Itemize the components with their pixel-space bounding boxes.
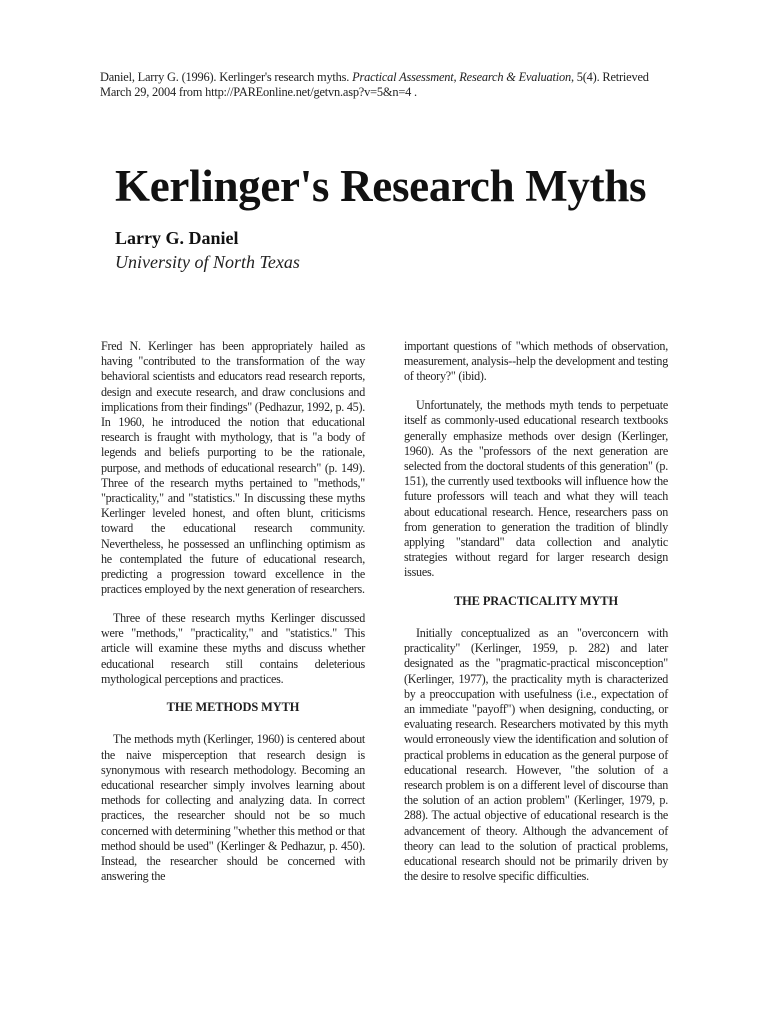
paragraph: The methods myth (Kerlinger, 1960) is centered about the naive misperception that research design is synonymous with research methodology. Becoming an educational researcher simply involves learning about methods for collecting and analyzing data. In correct practices, the researcher should not be so much concerned with determining "whether this method or that method should be used" (Kerlinger & Pedhazur, p. 450). Instead, the researcher should be concerned with answering the [101,732,365,884]
author-name: Larry G. Daniel [115,228,239,248]
paragraph: Initially conceptualized as an "overconcern with practicality" (Kerlinger, 1959, p. 282) and later designated as the "pragmatic-practical misconception" (Kerlinger, 1977), the practicality myth is characterized by a preoccupation with usefulness (i.e., expectation of an immediate "payoff") when designing, conducting, or evaluating research. Researchers motivated by this myth would erroneously view the identification and solution of practical problems in education as the general purpose of educational research. However, "the solution of a research problem is on a different level of discourse than the solution of an action problem" (Kerlinger, 1979, p. 288). The actual objective of educational research is the advancement of theory. Although the advancement of theory can lead to the solution of practical problems, educational research should not be primarily driven by the desire to resolve specific difficulties. [404,626,668,884]
section-heading-practicality-myth: THE PRACTICALITY MYTH [453,594,619,609]
left-column [101,339,365,898]
paragraph: Fred N. Kerlinger has been appropriately hailed as having "contributed to the transformation of the way behavioral scientists and educators read research reports, design and execute research, and draw conclusions and implications from their findings" (Pedhazur, 1992, p. 45). In 1960, he introduced the notion that educational research is fraught with mythology, that is "a body of legends and beliefs purporting to be the rationale, purpose, and methods of educational research" (p. 149). Three of the research myths pertained to "methods," "practicality," and "statistics." In discussing these myths Kerlinger leveled honest, and often blunt, criticisms toward the educational research community. Nevertheless, he possessed an unflinching optimism as he contemplated the future of educational research, predicting a progression toward excellence in the practices employed by the next generation of researchers. [101,339,365,597]
author-affiliation: University of North Texas [115,252,300,272]
right-column [404,339,668,898]
paragraph: important questions of "which methods of observation, measurement, analysis--help the development and testing of theory?" (ibid). [404,339,668,384]
citation-text: Daniel, Larry G. (1996). Kerlinger's research myths. [100,70,353,84]
citation [100,70,668,100]
paragraph: Three of these research myths Kerlinger discussed were "methods," "practicality," and "statistics." This article will examine these myths and discuss whether educational research still contains deleterious mythological perceptions and practices. [101,610,365,686]
article-title: Kerlinger's Research Myths [115,161,647,211]
section-heading-methods-myth: THE METHODS MYTH [166,700,300,715]
paragraph: Unfortunately, the methods myth tends to perpetuate itself as commonly-used educational research textbooks generally emphasize methods over design (Kerlinger, 1960). As the "professors of the next generation are selected from the doctoral students of this generation" (p. 151), the currently used textbooks will influence how the future professors will teach and what they will teach about educational research. Hence, researchers pass on from generation to generation the tradition of blindly applying "standard" data collection and analytic strategies without regard for larger research design issues. [404,398,668,580]
journal-name: Practical Assessment, Research & Evaluation [352,70,571,84]
citation-details: , 5(4). Retrieved March 29, 2004 from http://PAREonline.net/getvn.asp?v=5&n=4 . [100,70,649,99]
